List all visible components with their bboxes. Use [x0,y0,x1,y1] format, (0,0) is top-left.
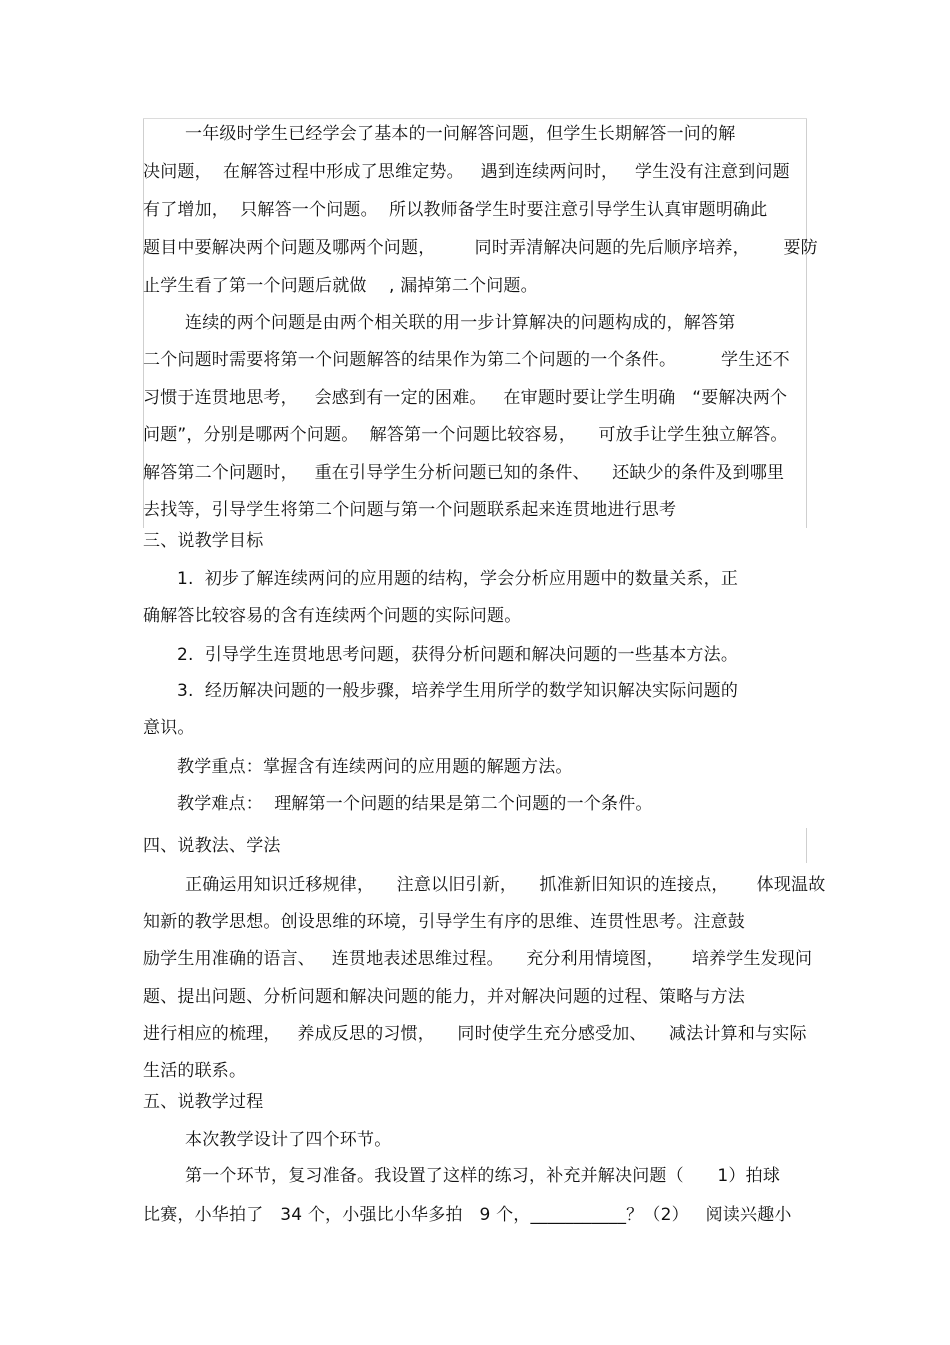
para4-line-6: 生活的联系。 [143,1061,247,1081]
section-heading-goals: 三、说教学目标 [143,531,264,551]
para1-line-5: 止学生看了第一个问题后就做 , 漏掉第二个问题。 [143,276,538,296]
key-point: 教学重点：掌握含有连续两问的应用题的解题方法。 [177,757,573,777]
para5-line-2: 比赛，小华拍了 34 个，小强比小华多拍 9 个，___________？（2） 阅读兴趣小 [143,1205,792,1225]
goal-3-line-1: 3. 经历解决问题的一般步骤，培养学生用所学的数学知识解决实际问题的 [177,681,739,701]
para2-line-3: 习惯于连贯地思考， 会感到有一定的困难。 在审题时要让学生明确 “要解决两个 [143,388,788,408]
border-right-line-2 [806,828,807,863]
para1-line-4: 题目中要解决两个问题及哪两个问题， 同时弄清解决问题的先后顺序培养， 要防 [143,238,818,258]
goal-1-line-2: 确解答比较容易的含有连续两个问题的实际问题。 [143,606,522,626]
para2-line-4: 问题”，分别是哪两个问题。 解答第一个问题比较容易， 可放手让学生独立解答。 [143,425,788,445]
section-heading-methods: 四、说教法、学法 [143,836,281,856]
border-right-line [806,118,807,528]
para1-line-2: 决问题， 在解答过程中形成了思维定势。 遇到连续两问时， 学生没有注意到问题 [143,162,790,182]
para2-line-6: 去找等，引导学生将第二个问题与第一个问题联系起来连贯地进行思考 [143,500,677,520]
goal-2: 2. 引导学生连贯地思考问题，获得分析问题和解决问题的一些基本方法。 [177,645,739,665]
para2-line-2: 二个问题时需要将第一个问题解答的结果作为第二个问题的一个条件。 学生还不 [143,350,790,370]
para2-line-1: 连续的两个问题是由两个相关联的用一步计算解决的问题构成的，解答第 [185,313,736,333]
para4-line-2: 知新的教学思想。创设思维的环境，引导学生有序的思维、连贯性思考。注意鼓 [143,912,745,932]
para5-intro: 本次教学设计了四个环节。 [185,1130,392,1150]
para1-line-3: 有了增加， 只解答一个问题。 所以教师备学生时要注意引导学生认真审题明确此 [143,200,768,220]
difficult-point: 教学难点： 理解第一个问题的结果是第二个问题的一个条件。 [177,794,653,814]
para4-line-5: 进行相应的梳理， 养成反思的习惯， 同时使学生充分感受加、 减法计算和与实际 [143,1024,807,1044]
para4-line-3: 励学生用准确的语言、 连贯地表述思维过程。 充分利用情境图， 培养学生发现问 [143,949,813,969]
border-top-line [143,118,807,119]
para4-line-1: 正确运用知识迁移规律， 注意以旧引新， 抓准新旧知识的连接点， 体现温故 [185,875,826,895]
para4-line-4: 题、提出问题、分析问题和解决问题的能力，并对解决问题的过程、策略与方法 [143,987,745,1007]
para5-line-1: 第一个环节，复习准备。我设置了这样的练习，补充并解决问题（ 1）拍球 [185,1166,781,1186]
goal-3-line-2: 意识。 [143,718,195,738]
para2-line-5: 解答第二个问题时， 重在引导学生分析问题已知的条件、 还缺少的条件及到哪里 [143,463,785,483]
para1-line-1: 一年级时学生已经学会了基本的一问解答问题，但学生长期解答一问的解 [185,124,736,144]
goal-1-line-1: 1. 初步了解连续两问的应用题的结构，学会分析应用题中的数量关系，正 [177,569,739,589]
section-heading-process: 五、说教学过程 [143,1092,264,1112]
